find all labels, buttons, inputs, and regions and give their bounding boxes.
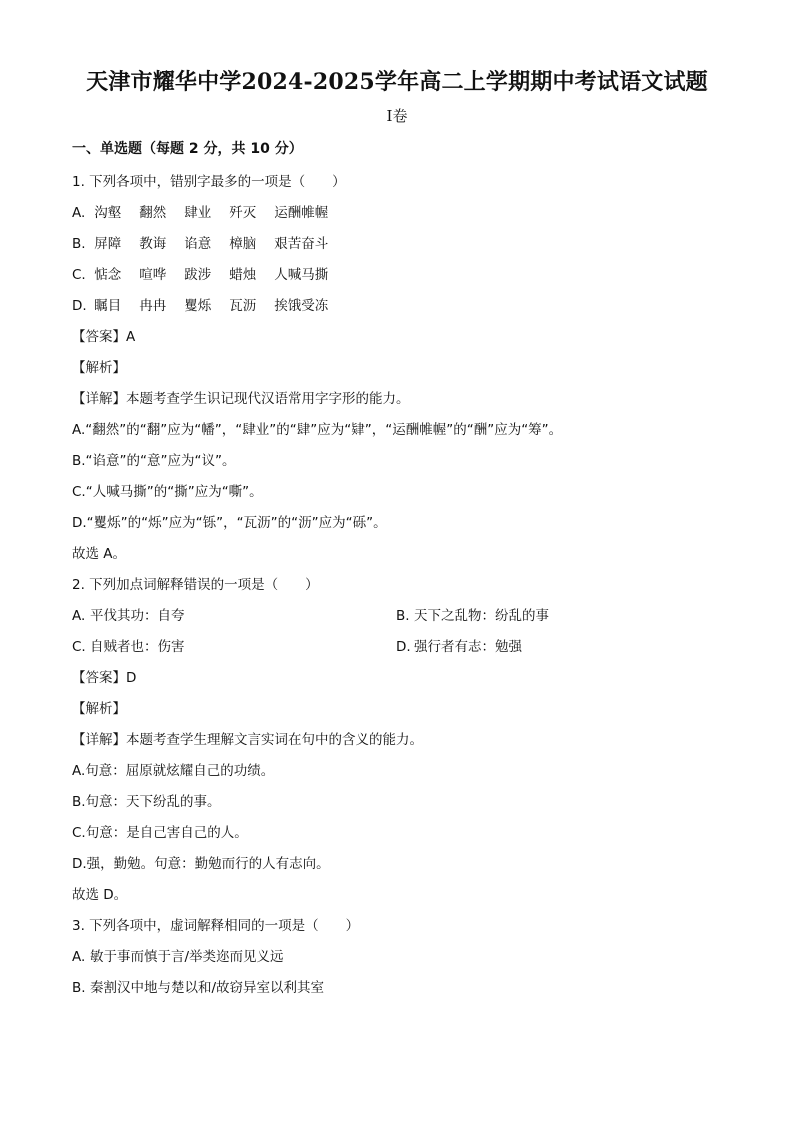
q1-detail: 【详解】本题考查学生识记现代汉语常用字字形的能力。 — [72, 391, 410, 407]
section-heading: 一、单选题（每题 2 分，共 10 分） — [72, 141, 303, 157]
q2-option-c: C. 自贼者也：伤害 — [72, 639, 185, 655]
q3-option-a: A. 敏于事而慎于言/举类迩而见义远 — [72, 949, 284, 965]
q2-explain-a: A.句意：屈原就炫耀自己的功绩。 — [72, 763, 275, 779]
volume-label: I卷 — [386, 107, 408, 125]
q2-analysis-label: 【解析】 — [72, 701, 126, 717]
q1-option-b: B. 屏障 教诲 谄意 樟脑 艰苦奋斗 — [72, 236, 329, 252]
q2-explain-b: B.句意：天下纷乱的事。 — [72, 794, 221, 810]
q2-explain-d: D.强，勤勉。句意：勤勉而行的人有志向。 — [72, 856, 330, 872]
q1-explain-d: D.“矍烁”的“烁”应为“铄”，“瓦沥”的“沥”应为“砾”。 — [72, 515, 387, 531]
q2-explain-c: C.句意：是自己害自己的人。 — [72, 825, 248, 841]
q1-conclusion: 故选 A。 — [72, 546, 127, 562]
q1-answer: 【答案】A — [72, 329, 136, 345]
q3-stem: 3. 下列各项中，虚词解释相同的一项是（ ） — [72, 918, 360, 934]
q2-option-a: A. 平伐其功：自夸 — [72, 608, 185, 624]
q1-explain-a: A.“翻然”的“翻”应为“幡”，“肆业”的“肆”应为“肄”，“运酬帷幄”的“酬”应为“筹”。 — [72, 422, 563, 438]
question-list — [72, 172, 732, 1009]
q2-detail: 【详解】本题考查学生理解文言实词在句中的含义的能力。 — [72, 732, 423, 748]
q2-option-d: D. 强行者有志：勉强 — [396, 639, 522, 655]
q1-option-d: D. 瞩目 冉冉 矍烁 瓦沥 挨饿受冻 — [72, 298, 329, 314]
q1-analysis-label: 【解析】 — [72, 360, 126, 376]
q1-option-c: C. 惦念 喧哗 跋涉 蜡烛 人喊马撕 — [72, 267, 329, 283]
q2-options-row-1 — [72, 606, 732, 637]
q2-answer: 【答案】D — [72, 670, 137, 686]
q2-conclusion: 故选 D。 — [72, 887, 128, 903]
q2-option-b: B. 天下之乱物：纷乱的事 — [396, 608, 549, 624]
q2-options-row-2 — [72, 637, 732, 668]
document-title: 天津市耀华中学2024-2025学年高二上学期期中考试语文试题 — [86, 69, 708, 95]
q2-stem: 2. 下列加点词解释错误的一项是（ ） — [72, 577, 319, 593]
q1-option-a: A. 沟壑 翻然 肆业 歼灭 运酬帷幄 — [72, 205, 329, 221]
q1-explain-b: B.“谄意”的“意”应为“议”。 — [72, 453, 236, 469]
q1-explain-c: C.“人喊马撕”的“撕”应为“嘶”。 — [72, 484, 263, 500]
q1-stem: 1. 下列各项中，错别字最多的一项是（ ） — [72, 174, 346, 190]
q3-option-b: B. 秦割汉中地与楚以和/故窃异室以利其室 — [72, 980, 325, 996]
